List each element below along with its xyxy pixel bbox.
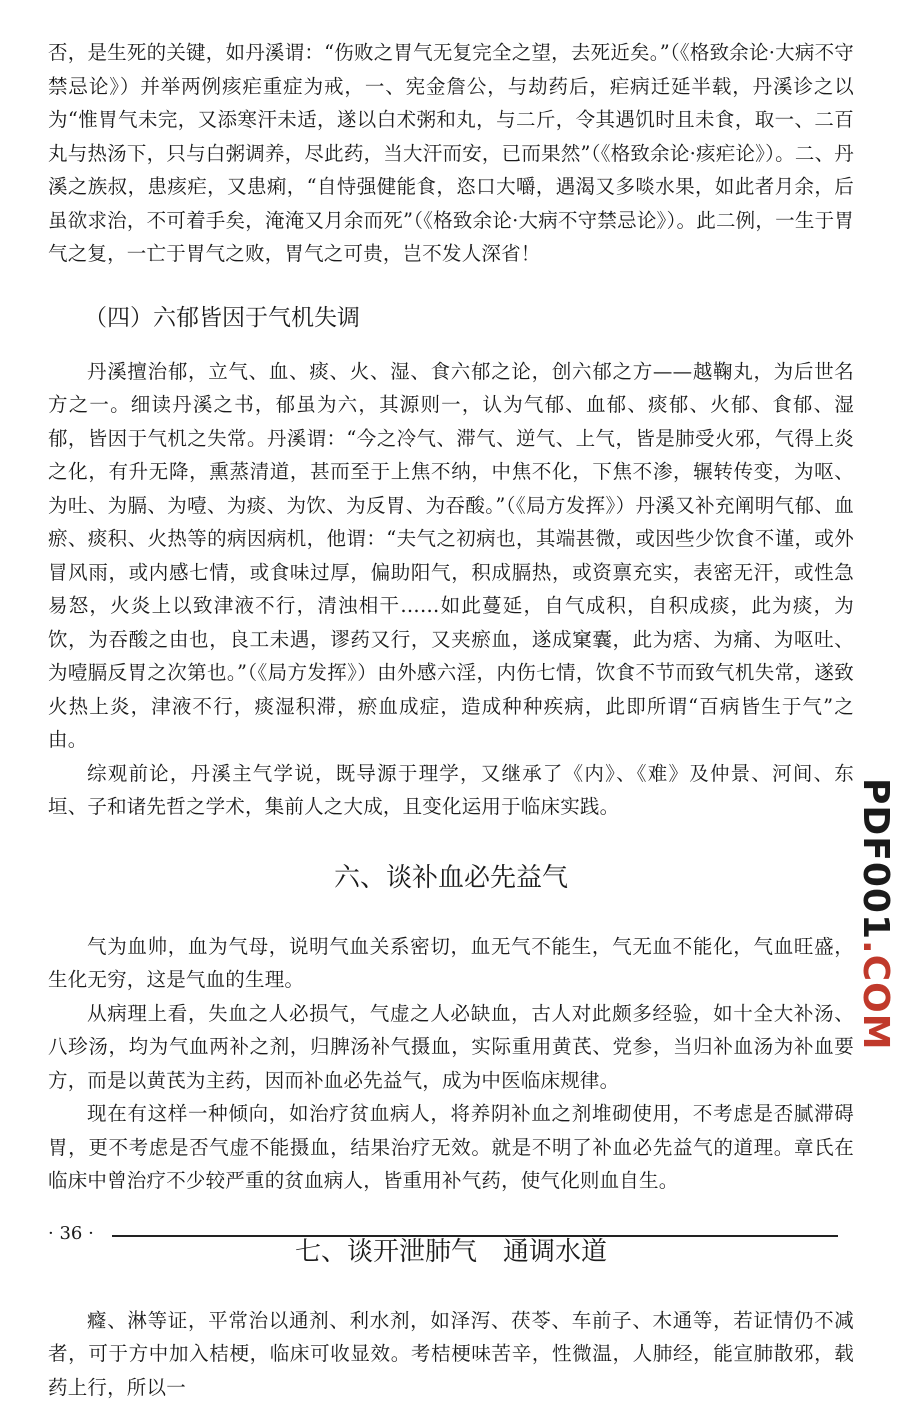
section-6-title: 六、谈补血必先益气 — [48, 860, 854, 896]
section-7-paragraph: 癃、淋等证，平常治以通剂、利水剂，如泽泻、茯苓、车前子、木通等，若证情仍不减者，可于方中加入桔梗，临床可收显效。考桔梗味苦辛，性微温，人肺经，能宣肺散邪，载药上行，所以一 — [48, 1304, 854, 1404]
watermark — [848, 778, 900, 1008]
subsection-heading: （四）六郁皆因于气机失调 — [84, 301, 854, 335]
watermark-part-1: PDF001 — [855, 778, 896, 940]
section-6-paragraph: 气为血帅，血为气母，说明气血关系密切，血无气不能生，气无血不能化，气血旺盛，生化无穷，这是气血的生理。 — [48, 930, 854, 997]
paragraph-continued: 否，是生死的关键，如丹溪谓：“伤败之胃气无复完全之望，去死近矣。”（《格致余论·大病不守禁忌论》）并举两例痎疟重症为戒，一、宪金詹公，与劫药后，疟病迁延半载，丹溪诊之以为“惟胃气未完，又添寒汗未适，遂以白术粥和丸，与二斤，令其遇饥时且未食，取一、二百丸与热汤下，只与白粥调养，尽此药，当大汗而安，已而果然”（《格致余论·痎疟论》）。二、丹溪之族叔，患痎疟，又患痢，“自恃强健能食，恣口大嚼，遇渴又多啖水果，如此者月余，后虽欲求治，不可着手矣，淹淹又月余而死”（《格致余论·大病不守禁忌论》）。此二例，一生于胃气之复，一亡于胃气之败，胃气之可贵，岂不发人深省！ — [48, 36, 854, 271]
paragraph-six-yu: 丹溪擅治郁，立气、血、痰、火、湿、食六郁之论，创六郁之方——越鞠丸，为后世名方之一。细读丹溪之书，郁虽为六，其源则一，认为气郁、血郁、痰郁、火郁、食郁、湿郁，皆因于气机之失常。丹溪谓：“今之冷气、滞气、逆气、上气，皆是肺受火邪，气得上炎之化，有升无降，熏蒸清道，甚而至于上焦不纳，中焦不化，下焦不渗，辗转传变，为呕、为吐、为膈、为噎、为痰、为饮、为反胃、为吞酸。”（《局方发挥》）丹溪又补充阐明气郁、血瘀、痰积、火热等的病因病机，他谓：“夫气之初病也，其端甚微，或因些少饮食不谨，或外冒风雨，或内感七情，或食味过厚，偏助阳气，积成膈热，或资禀充实，表密无汗，或性急易怒，火炎上以致津液不行，清浊相干……如此蔓延，自气成积，自积成痰，此为痰，为饮，为吞酸之由也，良工未遇，谬药又行，又夹瘀血，遂成窠囊，此为痞、为痛、为呕吐、为噎膈反胃之次第也。”（《局方发挥》）由外感六淫，内伤七情，饮食不节而致气机失常，遂致火热上炎，津液不行，痰湿积滞，瘀血成症，造成种种疾病，此即所谓“百病皆生于气”之由。 — [48, 355, 854, 757]
paragraph-summary: 综观前论，丹溪主气学说，既导源于理学，又继承了《内》、《难》及仲景、河间、东垣、子和诸先哲之学术，集前人之大成，且变化运用于临床实践。 — [48, 757, 854, 824]
watermark-part-2: .COM — [855, 940, 896, 1051]
footer-rule — [112, 1235, 838, 1237]
page-footer — [48, 1218, 838, 1248]
section-7-title: 七、谈开泄肺气 通调水道 — [48, 1234, 854, 1270]
page-content — [48, 36, 854, 1404]
section-6-paragraph: 现在有这样一种倾向，如治疗贫血病人，将养阴补血之剂堆砌使用，不考虑是否腻滞碍胃，更不考虑是否气虚不能摄血，结果治疗无效。就是不明了补血必先益气的道理。章氏在临床中曾治疗不少较严重的贫血病人，皆重用补气药，使气化则血自生。 — [48, 1097, 854, 1198]
page-number: · 36 · — [48, 1223, 94, 1244]
watermark-text — [853, 778, 897, 1051]
section-6-paragraph: 从病理上看，失血之人必损气，气虚之人必缺血，古人对此颇多经验，如十全大补汤、八珍汤，均为气血两补之剂，归脾汤补气摄血，实际重用黄芪、党参，当归补血汤为补血要方，而是以黄芪为主药，因而补血必先益气，成为中医临床规律。 — [48, 997, 854, 1098]
